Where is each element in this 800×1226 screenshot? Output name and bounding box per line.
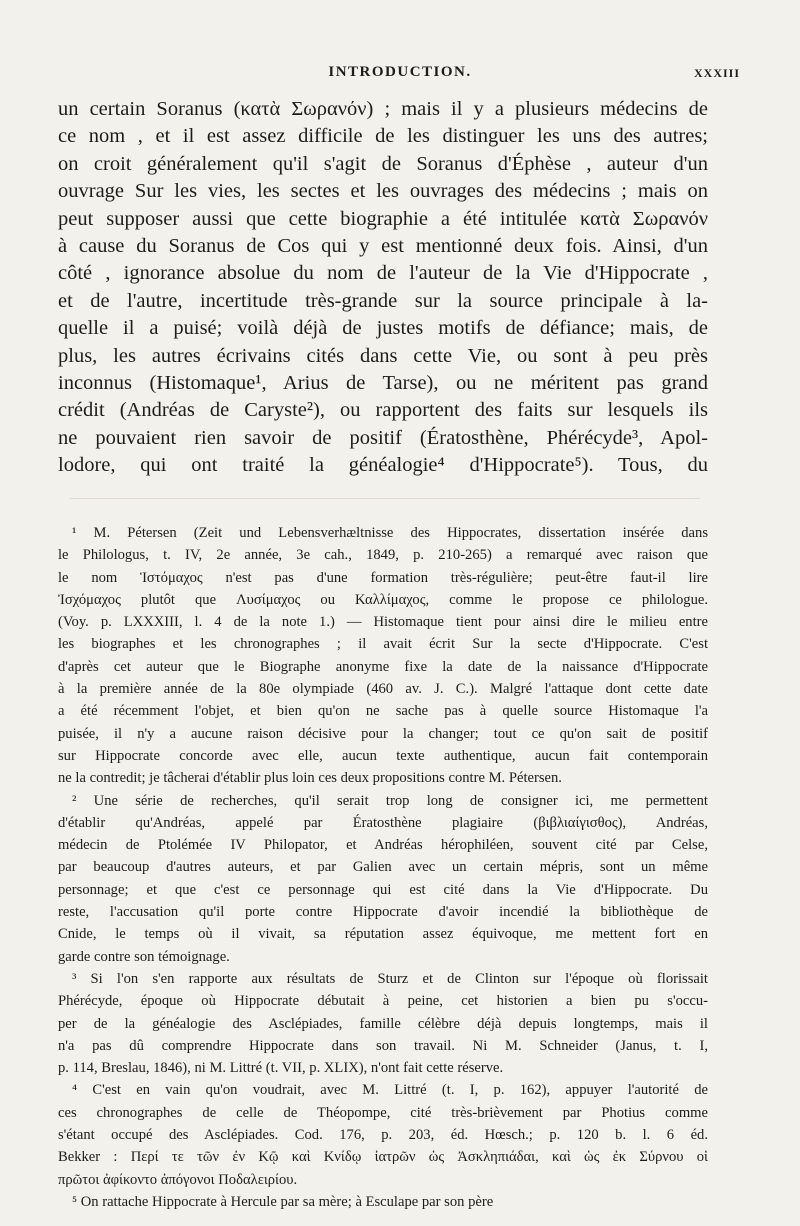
body-line: et de l'autre, incertitude très-grande sur la source principale à la- [58, 289, 708, 312]
footnote-line: ³ Si l'on s'en rapporte aux résultats de Sturz et de Clinton sur l'époque où florissait [72, 970, 708, 987]
body-line: côté , ignorance absolue du nom de l'auteur de la Vie d'Hippocrate , [58, 262, 708, 285]
footnotes [58, 522, 708, 1213]
body-line: ouvrage Sur les vies, les sectes et les ouvrages des médecins ; mais on [58, 180, 708, 203]
running-title: INTRODUCTION. [328, 64, 472, 80]
footnote-line: ¹ M. Pétersen (Zeit und Lebensverhæltnisse des Hippocrates, dissertation insérée dans [72, 525, 708, 541]
footnote-line: n'a pas dû comprendre Hippocrate dans son travail. Ni M. Schneider (Janus, t. I, [58, 1037, 708, 1054]
footnote-line: Bekker : Περί τε τῶν ἐν Κῷ καὶ Κνίδῳ ἰατρῶν ὡς Ἀσκληπιάδαι, καὶ ὡς ἐκ Σύρνου οἱ [58, 1149, 708, 1166]
footnote-separator [70, 498, 700, 499]
footnote-line: ne la contredit; je tâcherai d'établir plus loin ces deux propositions contre M. Pétersen. [58, 770, 562, 787]
footnote-line: personnage; et que c'est ce personnage qui est cité dans la Vie d'Hippocrate. Du [58, 881, 708, 898]
footnote-line: garde contre son témoignage. [58, 948, 230, 965]
footnote-line: Phérécyde, époque où Hippocrate débutait à peine, cet historien a bien pu s'occu- [58, 993, 708, 1010]
footnote-line: d'après cet auteur que le Biographe anonyme fixe la date de la naissance d'Hippocrate [58, 658, 708, 675]
body-line: crédit (Andréas de Caryste²), ou rapportent des faits sur lesquels ils [58, 399, 708, 422]
body-line: plus, les autres écrivains cités dans cette Vie, ou sont à peu près [58, 344, 708, 367]
footnote-line: a été récemment l'objet, et bien qu'on ne sache pas à quelle source Histomaque l'a [58, 703, 708, 720]
footnote-line: le Philologus, t. IV, 2e année, 3e cah., 1849, p. 210-265) a remarqué avec raison que [58, 547, 708, 564]
footnote-line: les biographes et les chronographes ; il avait écrit Sur la secte d'Hippocrate. C'est [58, 636, 708, 653]
footnote-line: ² Une série de recherches, qu'il serait trop long de consigner ici, me permettent [72, 792, 708, 809]
body-line: ce nom , et il est assez difficile de les distinguer les uns des autres; [58, 125, 708, 148]
footnote-line: d'établir qu'Andréas, appelé par Ératosthène plagiaire (βιβλιαίγισθος), Andréas, [58, 814, 708, 831]
footnote-line: reste, l'accusation qu'il porte contre Hippocrate d'avoir incendié la bibliothèque de [58, 904, 708, 921]
footnote-line: Ἰσχόμαχος plutôt que Λυσίμαχος ou Καλλίμαχος, comme le propose ce philologue. [58, 591, 708, 608]
body-line: lodore, qui ont traité la généalogie⁴ d'Hippocrate⁵). Tous, du [58, 454, 708, 477]
page-number: XXXIII [693, 66, 740, 80]
body-line: on croit généralement qu'il s'agit de Soranus d'Éphèse , auteur d'un [58, 152, 708, 175]
body-line: à cause du Soranus de Cos qui y est mentionné deux fois. Ainsi, d'un [58, 234, 708, 257]
body-line: inconnus (Histomaque¹, Arius de Tarse), ou ne méritent pas grand [58, 371, 708, 394]
footnote-line: par beaucoup d'autres auteurs, et par Galien avec un certain mépris, sont un même [58, 859, 708, 876]
footnote-line: sur Hippocrate concorde avec elle, aucun texte authentique, aucun fait contemporain [58, 747, 708, 764]
body-line: ne pouvaient rien savoir de positif (Ératosthène, Phérécyde³, Apol- [58, 426, 708, 449]
footnote-line: puisée, il n'y a aucune raison décisive pour la changer; tout ce qu'on sait de positif [58, 725, 708, 742]
body-line: un certain Soranus (κατὰ Σωρανόν) ; mais il y a plusieurs médecins de [58, 98, 708, 120]
footnote-line: le nom Ἱστόμαχος n'est pas d'une formation très-régulière; peut-être faut-il lire [58, 569, 708, 586]
body-line: quelle il a puisé; voilà déjà de justes motifs de défiance; mais, de [58, 317, 708, 340]
footnote-line: médecin de Ptolémée IV Philopator, et Andréas hérophiléen, souvent cité par Celse, [58, 837, 708, 854]
footnote-line: p. 114, Breslau, 1846), ni M. Littré (t. VII, p. XLIX), n'ont fait cette réserve. [58, 1060, 504, 1077]
body-line: peut supposer aussi que cette biographie a été intitulée κατὰ Σωρανόν [58, 207, 708, 230]
footnote-line: Cnide, le temps où il vivait, sa réputation assez équivoque, me mettent fort en [58, 926, 708, 943]
footnote-line: ⁵ On rattache Hippocrate à Hercule par sa mère; à Esculape par son père [72, 1193, 494, 1210]
footnote-line: per de la généalogie des Asclépiades, famille célèbre déjà depuis longtemps, mais il [58, 1015, 708, 1032]
footnote-line: ces chronographes de celle de Théopompe, cité très-brièvement par Photius comme [58, 1104, 708, 1121]
footnote-line: (Voy. p. LXXXIII, l. 4 de la note 1.) — Histomaque tient pour ainsi dire le milieu entre [58, 614, 708, 631]
footnote-line: à la première année de la 80e olympiade (460 av. J. C.). Malgré l'attaque dont cette date [58, 681, 708, 698]
main-text [58, 96, 708, 479]
footnote-line: ⁴ C'est en vain qu'on voudrait, avec M. Littré (t. I, p. 162), appuyer l'autorité de [72, 1082, 708, 1099]
footnote-line: πρῶτοι ἀφίκοντο ἀπόγονοι Ποδαλειρίου. [58, 1171, 298, 1188]
footnote-line: s'étant occupé des Asclépiades. Cod. 176, p. 203, éd. Hœsch.; p. 120 b. l. 6 éd. [58, 1127, 708, 1144]
